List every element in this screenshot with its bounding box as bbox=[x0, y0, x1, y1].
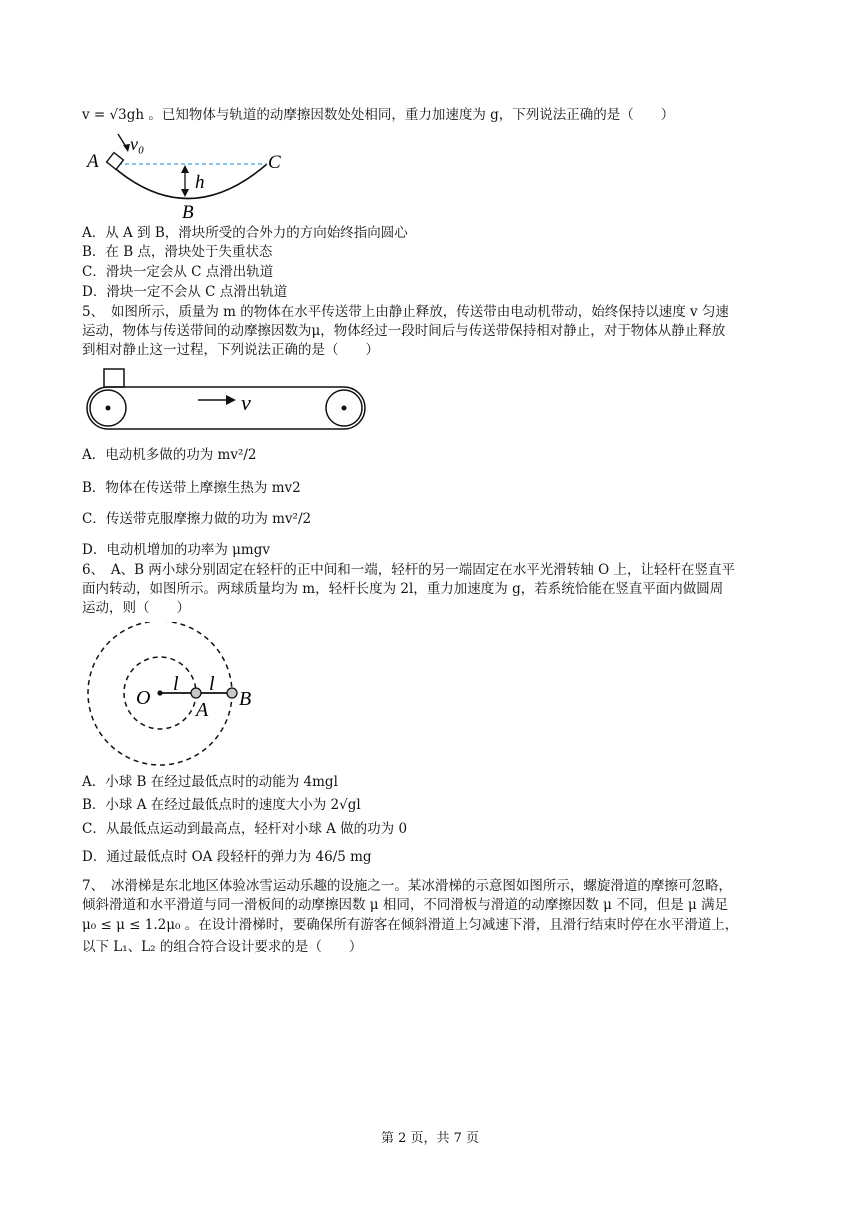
q6-stem-line-1: 6、 A、B 两小球分别固定在轻杆的正中间和一端，轻杆的另一端固定在水平光滑转轴 O 上，让轻杆在竖直平 bbox=[82, 562, 735, 578]
ball-A bbox=[191, 688, 201, 698]
q5-option-c: C．传送带克服摩擦力做的功为 mv²/2 bbox=[82, 511, 312, 527]
slider-block bbox=[107, 153, 124, 170]
velocity-arrow-icon bbox=[123, 144, 130, 152]
label-O: O bbox=[136, 687, 151, 709]
label-B: B bbox=[182, 202, 194, 220]
label-A: A bbox=[87, 151, 99, 172]
q5-stem-line-2: 运动，物体与传送带间的动摩擦因数为μ，物体经过一段时间后与传送带保持相对静止，对于物体从静止释放 bbox=[82, 323, 726, 339]
q5-stem-line-3: 到相对静止这一过程，下列说法正确的是（ ） bbox=[82, 342, 379, 358]
label-h: h bbox=[195, 172, 205, 193]
label-v: v bbox=[241, 390, 251, 415]
q7-stem-line-2: 倾斜滑道和水平滑道与同一滑板间的动摩擦因数 μ 相同，不同滑板与滑道的动摩擦因数 μ 不同，但是 μ 满足 bbox=[82, 897, 729, 913]
q6-stem-line-3: 运动，则（ ） bbox=[82, 600, 190, 616]
q6-rotation-figure bbox=[84, 622, 266, 772]
object-block bbox=[104, 369, 124, 387]
ball-B bbox=[227, 688, 237, 698]
q7-stem-line-4: 以下 L₁、L₂ 的组合符合设计要求的是（ ） bbox=[82, 939, 363, 955]
q5-conveyor-figure bbox=[86, 366, 368, 436]
q4-option-a: A．从 A 到 B，滑块所受的合外力的方向始终指向圆心 bbox=[82, 225, 408, 241]
q4-stem: v = √3gh 。已知物体与轨道的动摩擦因数处处相同，重力加速度为 g，下列说法正确的是（ ） bbox=[82, 107, 675, 123]
label-l-1: l bbox=[173, 673, 179, 695]
label-B: B bbox=[239, 688, 252, 710]
label-v0: v₀ bbox=[130, 134, 145, 154]
label-A: A bbox=[196, 699, 209, 721]
q6-stem-line-2: 面内转动，如图所示。两球质量均为 m，轻杆长度为 2l，重力加速度为 g，若系统恰能在竖直平面内做圆周 bbox=[82, 581, 724, 597]
q5-option-a: A．电动机多做的功为 mv²/2 bbox=[82, 447, 257, 463]
page-footer: 第 2 页，共 7 页 bbox=[380, 1131, 480, 1146]
height-arrow-up-icon bbox=[181, 165, 189, 173]
q6-option-a: A．小球 B 在经过最低点时的动能为 4mgl bbox=[82, 774, 338, 790]
q4-option-c: C．滑块一定会从 C 点滑出轨道 bbox=[82, 264, 274, 280]
q7-stem-line-1: 7、 冰滑梯是东北地区体验冰雪运动乐趣的设施之一。某冰滑梯的示意图如图所示，螺旋滑道的摩擦可忽略， bbox=[82, 878, 732, 894]
q6-option-d: D．通过最低点时 OA 段轻杆的弹力为 46/5 mg bbox=[82, 849, 372, 865]
curved-track bbox=[110, 164, 267, 199]
q5-option-b: B．物体在传送带上摩擦生热为 mv2 bbox=[82, 480, 301, 496]
q6-option-b: B．小球 A 在经过最低点时的速度大小为 2√gl bbox=[82, 797, 361, 813]
label-l-2: l bbox=[209, 673, 215, 695]
q4-option-d: D．滑块一定不会从 C 点滑出轨道 bbox=[82, 284, 288, 300]
q7-stem-line-3: μ₀ ≤ μ ≤ 1.2μ₀ 。在设计滑梯时，要确保所有游客在倾斜滑道上匀减速下滑，且滑行结束时停在水平滑道上， bbox=[82, 917, 739, 933]
pivot-point bbox=[157, 690, 162, 695]
q6-option-c: C．从最低点运动到最高点，轻杆对小球 A 做的功为 0 bbox=[82, 821, 408, 837]
height-arrow-down-icon bbox=[181, 189, 189, 197]
q4-track-figure bbox=[82, 128, 292, 220]
belt-direction-arrow-icon bbox=[226, 395, 236, 405]
label-C: C bbox=[268, 152, 281, 173]
q5-option-d: D．电动机增加的功率为 μmgv bbox=[82, 542, 270, 558]
q5-stem-line-1: 5、 如图所示，质量为 m 的物体在水平传送带上由静止释放，传送带由电动机带动，始终保持以速度 v 匀速 bbox=[82, 304, 729, 320]
q4-option-b: B．在 B 点，滑块处于失重状态 bbox=[82, 244, 273, 260]
